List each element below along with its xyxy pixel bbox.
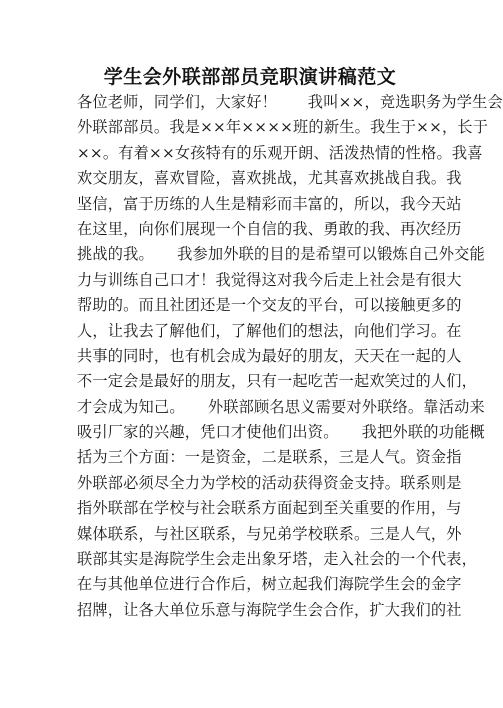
body-line: 联部其实是海院学生会走出象牙塔，走入社会的一个代表，: [77, 550, 478, 569]
body-line: 共事的同时，也有机会成为最好的朋友，天天在一起的人: [77, 346, 462, 365]
body-line: 媒体联系，与社区联系，与兄弟学校联系。三是人气，外: [77, 524, 462, 543]
body-line: 外联部部员。我是××年××××班的新生。我生于××，长于: [77, 118, 489, 137]
body-line: 才会成为知己。 外联部顾名思义需要对外联络。靠活动来: [77, 397, 485, 416]
body-line: 指外联部在学校与社会联系方面起到至关重要的作用，与: [77, 499, 462, 518]
document-title: 学生会外联部部员竞职演讲稿范文: [103, 66, 397, 88]
body-line: 外联部必须尽全力为学校的活动获得资金支持。联系则是: [77, 473, 462, 492]
body-line: 在这里，向你们展现一个自信的我、勇敢的我、再次经历: [77, 219, 462, 238]
body-line: 在与其他单位进行合作后，树立起我们海院学生会的金字: [77, 575, 462, 594]
body-line: 挑战的我。 我参加外联的目的是希望可以锻炼自己外交能: [77, 245, 485, 264]
document-body: [77, 90, 503, 623]
body-line: 欢交朋友，喜欢冒险，喜欢挑战，尤其喜欢挑战自我。我: [77, 169, 462, 188]
body-line: 括为三个方面：一是资金，二是联系，三是人气。资金指: [77, 448, 462, 467]
body-line: 力与训练自己口才！我觉得这对我今后走上社会是有很大: [77, 270, 462, 289]
body-line: 帮助的。而且社团还是一个交友的平台，可以接触更多的: [77, 296, 462, 315]
body-line: 吸引厂家的兴趣，凭口才使他们出资。 我把外联的功能概: [77, 423, 485, 442]
body-line: 各位老师，同学们，大家好！ 我叫××，竞选职务为学生会: [77, 93, 503, 111]
body-line: 坚信，富于历练的人生是精彩而丰富的，所以，我今天站: [77, 194, 462, 213]
body-line: 招牌，让各大单位乐意与海院学生会合作，扩大我们的社: [77, 600, 462, 619]
body-line: 不一定会是最好的朋友，只有一起吃苦一起欢笑过的人们，: [77, 372, 478, 391]
body-line: ××。有着××女孩特有的乐观开朗、活泼热情的性格。我喜: [77, 143, 483, 162]
body-line: 人，让我去了解他们，了解他们的想法，向他们学习。在: [77, 321, 462, 340]
